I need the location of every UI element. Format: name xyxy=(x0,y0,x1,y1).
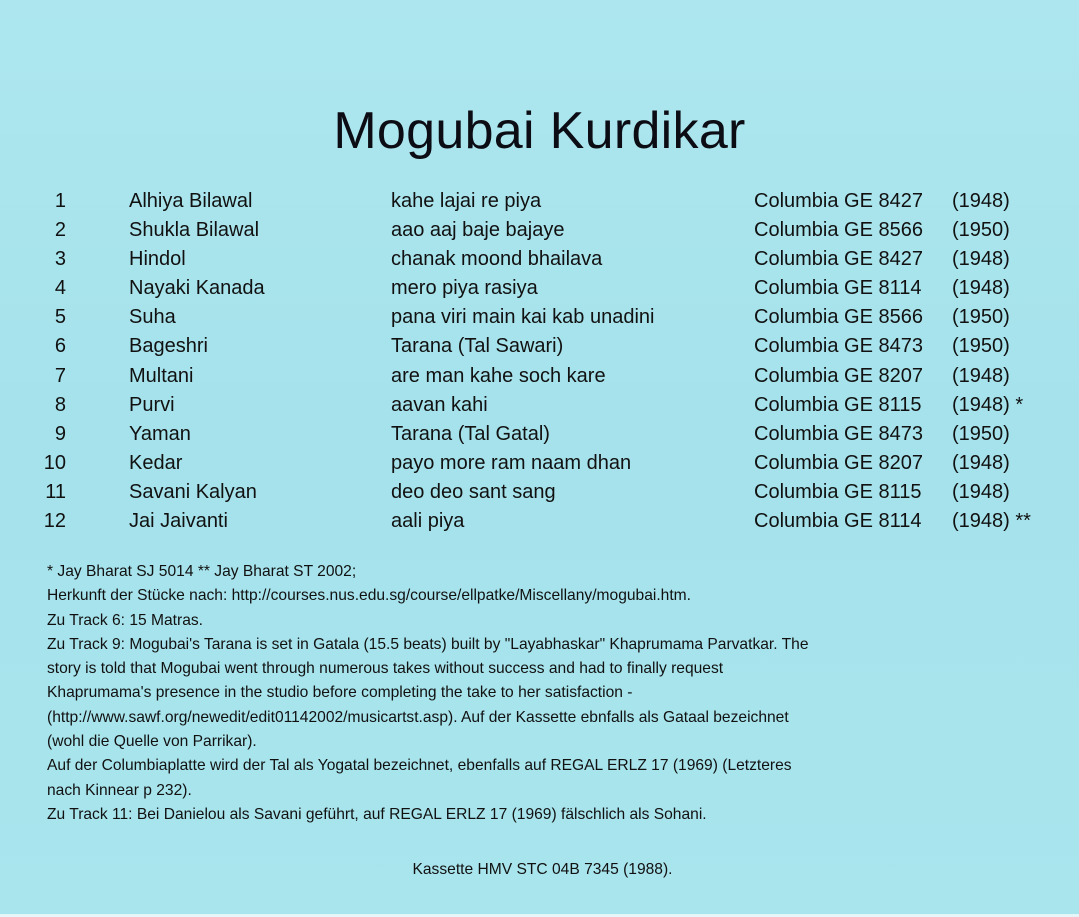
liner-notes xyxy=(47,560,1057,827)
track-raga: Alhiya Bilawal xyxy=(129,190,253,212)
track-year: (1950) xyxy=(952,422,1010,445)
cassette-reference: Kassette HMV STC 04B 7345 (1988). xyxy=(412,861,673,878)
note-line: story is told that Mogubai went through numerous takes without success and had to finally request xyxy=(47,660,724,678)
track-record-label: Columbia GE 8114 xyxy=(754,277,922,300)
note-line: Khaprumama's presence in the studio before completing the take to her satisfaction - xyxy=(47,684,633,702)
track-song: mero piya rasiya xyxy=(391,277,538,300)
track-year: (1948) xyxy=(952,364,1010,387)
track-number: 9 xyxy=(54,422,66,445)
track-raga: Jai Jaivanti xyxy=(129,510,228,533)
track-row xyxy=(0,303,1079,332)
track-record-label: Columbia GE 8566 xyxy=(754,219,923,242)
track-year: (1948) ** xyxy=(952,510,1031,533)
note-line: Auf der Columbiaplatte wird der Tal als Yogatal bezeichnet, ebenfalls auf REGAL ERLZ 17 (1969) (Letzteres xyxy=(47,757,792,775)
track-record-label: Columbia GE 8427 xyxy=(754,248,923,271)
track-number: 8 xyxy=(54,393,66,416)
track-raga: Yaman xyxy=(129,422,191,445)
track-row xyxy=(0,478,1079,507)
track-record-label: Columbia GE 8115 xyxy=(754,393,922,416)
track-row xyxy=(0,420,1079,449)
track-record-label: Columbia GE 8427 xyxy=(754,190,923,212)
track-song: chanak moond bhailava xyxy=(391,248,603,271)
track-raga: Hindol xyxy=(129,248,186,271)
track-record-label: Columbia GE 8115 xyxy=(754,480,922,503)
track-number: 6 xyxy=(54,335,66,358)
track-row xyxy=(0,507,1079,536)
track-year: (1950) xyxy=(952,219,1010,242)
track-row xyxy=(0,332,1079,361)
track-raga: Kedar xyxy=(129,451,183,474)
track-raga: Savani Kalyan xyxy=(129,480,257,503)
track-row xyxy=(0,245,1079,274)
track-number: 11 xyxy=(45,480,66,503)
track-year: (1950) xyxy=(952,306,1010,329)
track-song: aali piya xyxy=(391,510,465,533)
note-line: (http://www.sawf.org/newedit/edit01142002/musicartst.asp). Auf der Kassette ebnfalls als Gataal bezeichnet xyxy=(47,708,789,726)
track-row xyxy=(0,187,1079,216)
track-number: 2 xyxy=(54,219,66,242)
track-number: 4 xyxy=(54,277,66,300)
track-number: 1 xyxy=(54,190,66,212)
track-year: (1948) * xyxy=(952,393,1024,416)
track-row xyxy=(0,362,1079,391)
track-raga: Purvi xyxy=(129,393,175,416)
track-year: (1948) xyxy=(952,451,1010,474)
track-song: kahe lajai re piya xyxy=(391,190,542,212)
note-line: (wohl die Quelle von Parrikar). xyxy=(47,733,257,751)
track-number: 3 xyxy=(54,248,66,271)
track-song: aao aaj baje bajaye xyxy=(391,219,565,242)
track-record-label: Columbia GE 8566 xyxy=(754,306,923,329)
track-raga: Multani xyxy=(129,364,194,387)
note-line: Zu Track 11: Bei Danielou als Savani geführt, auf REGAL ERLZ 17 (1969) fälschlich als Sohani. xyxy=(47,805,707,823)
track-raga: Bageshri xyxy=(129,335,208,358)
track-record-label: Columbia GE 8207 xyxy=(754,451,923,474)
track-number: 10 xyxy=(43,451,66,474)
track-record-label: Columbia GE 8473 xyxy=(754,335,923,358)
track-song: payo more ram naam dhan xyxy=(391,451,632,474)
track-list xyxy=(0,187,1079,536)
track-song: pana viri main kai kab unadini xyxy=(391,306,655,329)
track-raga: Nayaki Kanada xyxy=(129,277,265,300)
track-song: deo deo sant sang xyxy=(391,480,556,503)
track-record-label: Columbia GE 8207 xyxy=(754,364,923,387)
note-line: * Jay Bharat SJ 5014 ** Jay Bharat ST 2002; xyxy=(47,563,357,580)
track-row xyxy=(0,449,1079,478)
track-song: aavan kahi xyxy=(391,393,488,416)
track-record-label: Columbia GE 8473 xyxy=(754,422,923,445)
track-row xyxy=(0,274,1079,303)
track-year: (1948) xyxy=(952,277,1010,300)
track-number: 12 xyxy=(43,510,66,533)
album-title: Mogubai Kurdikar xyxy=(333,101,746,160)
track-record-label: Columbia GE 8114 xyxy=(754,510,922,533)
track-number: 7 xyxy=(54,364,66,387)
track-raga: Suha xyxy=(129,306,176,329)
track-raga: Shukla Bilawal xyxy=(129,219,260,242)
track-row xyxy=(0,391,1079,420)
track-row xyxy=(0,216,1079,245)
note-line: Zu Track 9: Mogubai's Tarana is set in Gatala (15.5 beats) built by "Layabhaskar" Khaprumama Parvatkar. The xyxy=(47,635,809,653)
note-line: Herkunft der Stücke nach: http://courses.nus.edu.sg/course/ellpatke/Miscellany/mogubai.htm. xyxy=(47,587,692,605)
track-year: (1948) xyxy=(952,480,1010,503)
track-song: Tarana (Tal Sawari) xyxy=(391,335,564,358)
track-number: 5 xyxy=(54,306,66,329)
track-year: (1948) xyxy=(952,190,1010,212)
track-year: (1950) xyxy=(952,335,1010,358)
note-line: Zu Track 6: 15 Matras. xyxy=(47,611,203,629)
note-line: nach Kinnear p 232). xyxy=(47,781,192,799)
track-year: (1948) xyxy=(952,248,1010,271)
track-song: are man kahe soch kare xyxy=(391,364,606,387)
track-song: Tarana (Tal Gatal) xyxy=(391,422,550,445)
